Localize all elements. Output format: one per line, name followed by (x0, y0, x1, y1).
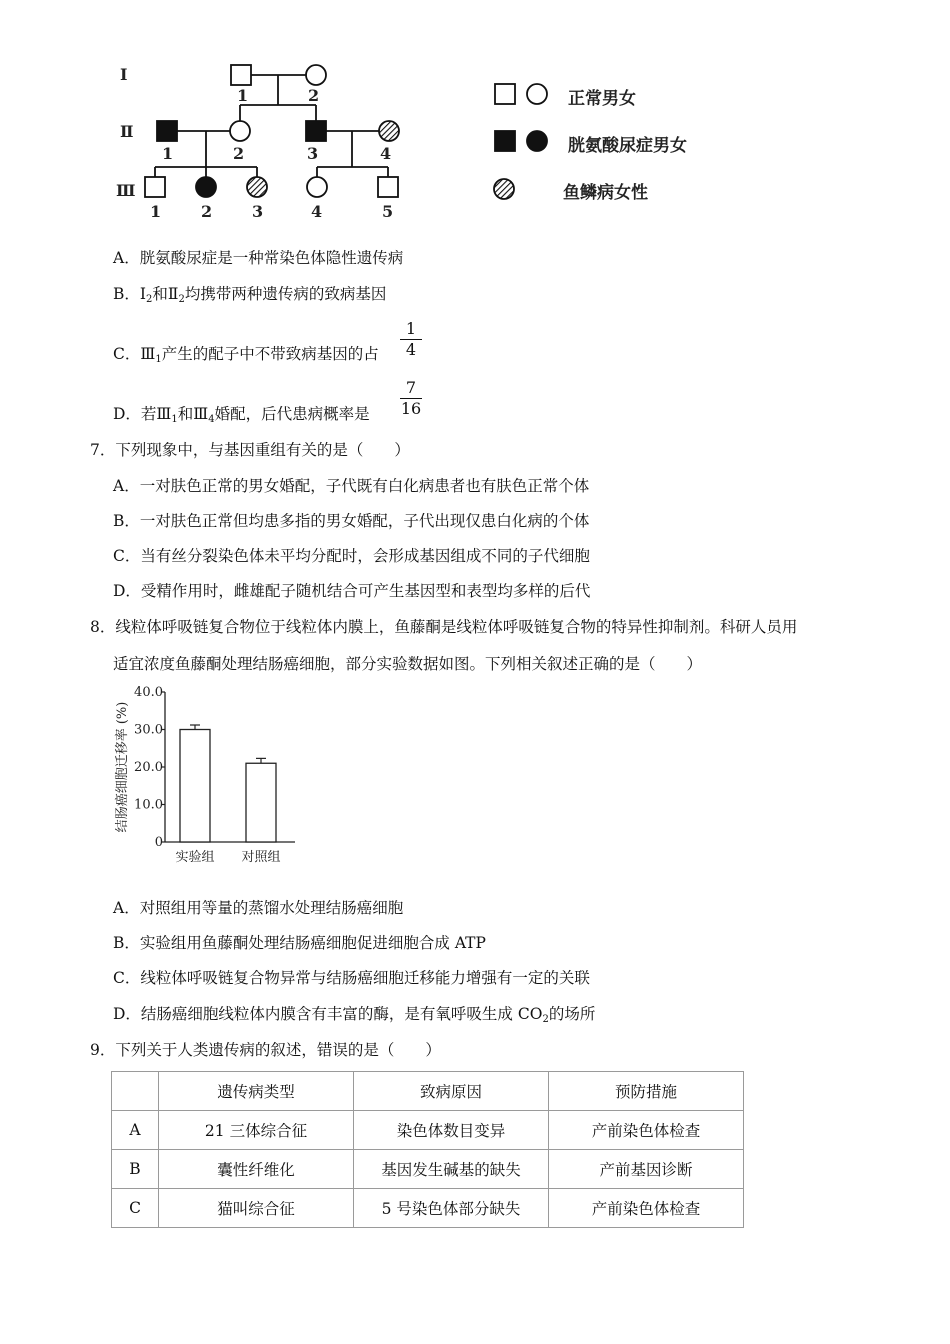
gen3-male-1 (145, 177, 165, 197)
legend-pku-male-icon (495, 131, 515, 151)
table-row (112, 1150, 744, 1189)
migration-rate-bar-chart (110, 682, 310, 872)
bar-2 (246, 763, 276, 842)
gen1-num-2: 2 (308, 86, 320, 105)
gen3-female-2-affected (196, 177, 216, 197)
table-header-row (112, 1072, 744, 1111)
q6-b-sub1: 2 (146, 294, 153, 305)
q8-d-post: 的场所 (548, 1005, 596, 1023)
q6-d-sub1: 1 (171, 414, 178, 425)
q7-option-d: D．受精作用时，雌雄配子随机结合可产生基因型和表型均多样的后代 (113, 582, 591, 600)
q8-option-c: C．线粒体呼吸链复合物异常与结肠癌细胞迁移能力增强有一定的关联 (113, 969, 590, 987)
q6-d-pre: D．若Ⅲ (113, 405, 172, 423)
q6-option-d (113, 404, 370, 430)
table-cell: A (112, 1111, 159, 1150)
gen3-male-5 (378, 177, 398, 197)
legend-normal-female-icon (527, 84, 547, 104)
gen3-num-5: 5 (382, 202, 394, 221)
table-cell: 5 号染色体部分缺失 (354, 1189, 549, 1228)
q6-c-numerator: 1 (405, 319, 417, 338)
x-category-label: 对照组 (241, 850, 281, 865)
legend-pku-label: 胱氨酸尿症男女 (568, 136, 687, 156)
gen3-num-3: 3 (252, 202, 264, 221)
gen3-num-4: 4 (311, 202, 323, 221)
y-tick-label: 30.0 (134, 722, 163, 738)
table-header-cell (112, 1072, 159, 1111)
q9-table (111, 1071, 744, 1228)
x-category-label: 实验组 (175, 850, 215, 865)
y-tick-label: 0 (154, 835, 163, 850)
y-axis-label: 结肠癌细胞迁移率 (%) (115, 701, 130, 833)
generation-label-1: Ⅰ (120, 65, 128, 84)
table-header-cell: 致病原因 (354, 1072, 549, 1111)
gen2-num-1: 1 (162, 144, 174, 163)
q6-option-c (113, 344, 379, 370)
q7-option-a: A．一对肤色正常的男女婚配，子代既有白化病患者也有肤色正常个体 (113, 477, 590, 495)
q6-option-a: A．胱氨酸尿症是一种常染色体隐性遗传病 (113, 249, 404, 267)
table-cell: 囊性纤维化 (159, 1150, 354, 1189)
gen1-num-1: 1 (237, 86, 249, 105)
q6-c-pre: C．Ⅲ (113, 345, 156, 363)
q6-d-mid: 和Ⅲ (177, 405, 209, 423)
generation-label-2: Ⅱ (120, 122, 134, 141)
q6-b-post: 均携带两种遗传病的致病基因 (184, 285, 387, 303)
q7-option-b: B．一对肤色正常但均患多指的男女婚配，子代出现仅患白化病的个体 (113, 512, 590, 530)
pedigree-chart (100, 55, 430, 225)
table-cell: 产前染色体检查 (549, 1189, 744, 1228)
q8-d-pre: D．结肠癌细胞线粒体内膜含有丰富的酶，是有氧呼吸生成 CO (113, 1005, 543, 1023)
gen2-male-1-affected (157, 121, 177, 141)
q7-option-c: C．当有丝分裂染色体未平均分配时，会形成基因组成不同的子代细胞 (113, 547, 590, 565)
table-row (112, 1111, 744, 1150)
table-cell: 产前基因诊断 (549, 1150, 744, 1189)
gen3-female-3-ichthyosis (247, 177, 267, 197)
table-cell: 21 三体综合征 (159, 1111, 354, 1150)
legend-ichthyosis-label: 鱼鳞病女性 (563, 183, 648, 203)
y-tick-label: 10.0 (134, 797, 163, 813)
gen2-num-2: 2 (233, 144, 245, 163)
gen3-female-4 (307, 177, 327, 197)
gen1-male-1 (231, 65, 251, 85)
q6-d-fraction (400, 379, 422, 418)
gen2-num-3: 3 (307, 144, 319, 163)
q6-b-pre: B．Ⅰ (113, 285, 147, 303)
legend-normal-label: 正常男女 (568, 89, 636, 109)
gen2-female-4-ichthyosis (379, 121, 399, 141)
q6-b-sub2: 2 (178, 294, 185, 305)
q8-option-b: B．实验组用鱼藤酮处理结肠癌细胞促进细胞合成 ATP (113, 934, 486, 952)
y-tick-label: 20.0 (134, 760, 163, 775)
q7-stem: 7．下列现象中，与基因重组有关的是（ ） (90, 441, 410, 459)
gen2-female-2 (230, 121, 250, 141)
table-cell: 产前染色体检查 (549, 1111, 744, 1150)
q6-b-mid: 和Ⅱ (152, 285, 179, 303)
table-cell: 基因发生碱基的缺失 (354, 1150, 549, 1189)
q6-c-post: 产生的配子中不带致病基因的占 (161, 345, 379, 363)
table-cell: 猫叫综合征 (159, 1189, 354, 1228)
table-cell: C (112, 1189, 159, 1228)
table-cell: B (112, 1150, 159, 1189)
q8-d-sub: 2 (542, 1014, 549, 1025)
gen3-num-2: 2 (201, 202, 213, 221)
table-row (112, 1189, 744, 1228)
gen3-num-1: 1 (150, 202, 162, 221)
q6-d-sub2: 4 (208, 414, 215, 425)
table-header-cell: 预防措施 (549, 1072, 744, 1111)
legend-ichthyosis-female-icon (494, 179, 514, 199)
q6-c-sub: 1 (155, 354, 162, 365)
q8-option-a: A．对照组用等量的蒸馏水处理结肠癌细胞 (113, 899, 404, 917)
q8-stem-line1: 8．线粒体呼吸链复合物位于线粒体内膜上，鱼藤酮是线粒体呼吸链复合物的特异性抑制剂。科研人员用 (90, 618, 798, 636)
q6-c-denominator: 4 (405, 340, 417, 359)
table-header-cell: 遗传病类型 (159, 1072, 354, 1111)
gen1-female-2 (306, 65, 326, 85)
q6-d-post: 婚配，后代患病概率是 (214, 405, 370, 423)
y-tick-label: 40.0 (134, 685, 163, 700)
legend-pku-female-icon (527, 131, 547, 151)
q8-option-d (113, 1004, 595, 1030)
bar-1 (180, 730, 210, 843)
q6-option-b (113, 284, 386, 310)
legend-normal-male-icon (495, 84, 515, 104)
q8-stem-line2: 适宜浓度鱼藤酮处理结肠癌细胞，部分实验数据如图。下列相关叙述正确的是（ ） (113, 655, 703, 673)
q6-d-denominator: 16 (400, 399, 422, 418)
table-cell: 染色体数目变异 (354, 1111, 549, 1150)
generation-label-3: Ⅲ (116, 181, 136, 200)
pedigree-legend-symbols (490, 78, 560, 208)
q9-stem: 9．下列关于人类遗传病的叙述，错误的是（ ） (90, 1041, 441, 1059)
gen2-male-3-affected (306, 121, 326, 141)
q6-c-fraction (400, 320, 422, 359)
gen2-num-4: 4 (380, 144, 392, 163)
q6-d-numerator: 7 (405, 378, 417, 397)
